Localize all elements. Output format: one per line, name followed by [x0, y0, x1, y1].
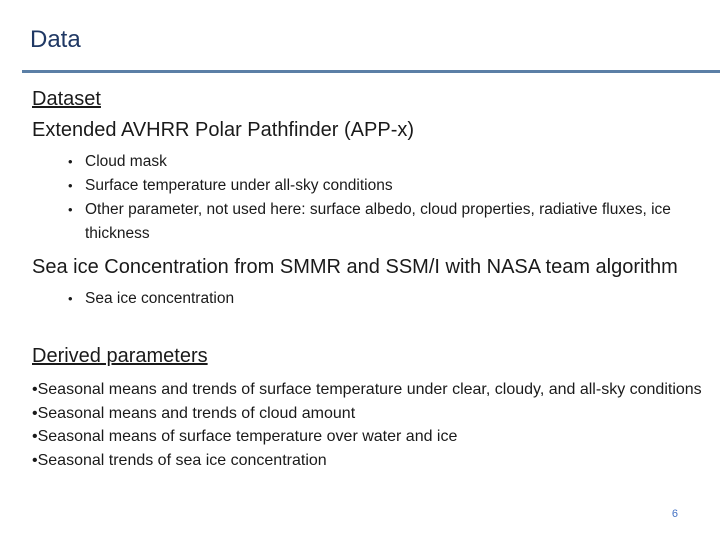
dataset-bullet-list — [32, 150, 702, 246]
slide-title: Data — [30, 26, 81, 53]
derived-heading: Derived parameters — [32, 345, 208, 367]
derived-item: •Seasonal means of surface temperature over water and ice — [32, 428, 458, 445]
dataset-source: Extended AVHRR Polar Pathfinder (APP-x) — [32, 119, 415, 141]
sea-ice-bullet-list — [32, 287, 702, 311]
list-item: • Surface temperature under all-sky conditions — [68, 174, 702, 198]
list-item: • Sea ice concentration — [68, 287, 702, 311]
list-item: • Cloud mask — [68, 150, 702, 174]
title-divider — [22, 70, 720, 73]
dataset-heading: Dataset — [32, 88, 101, 110]
list-item: • Other parameter, not used here: surface albedo, cloud properties, radiative fluxes, ice thickness — [68, 198, 702, 246]
derived-item: •Seasonal means and trends of surface temperature under clear, cloudy, and all-sky conditions — [32, 381, 702, 398]
slide-body — [32, 84, 702, 472]
sea-ice-heading: Sea ice Concentration from SMMR and SSM/I with NASA team algorithm — [32, 256, 678, 278]
page-number: 6 — [671, 508, 678, 520]
derived-item: •Seasonal means and trends of cloud amount — [32, 404, 356, 422]
derived-item: •Seasonal trends of sea ice concentration — [32, 451, 327, 469]
